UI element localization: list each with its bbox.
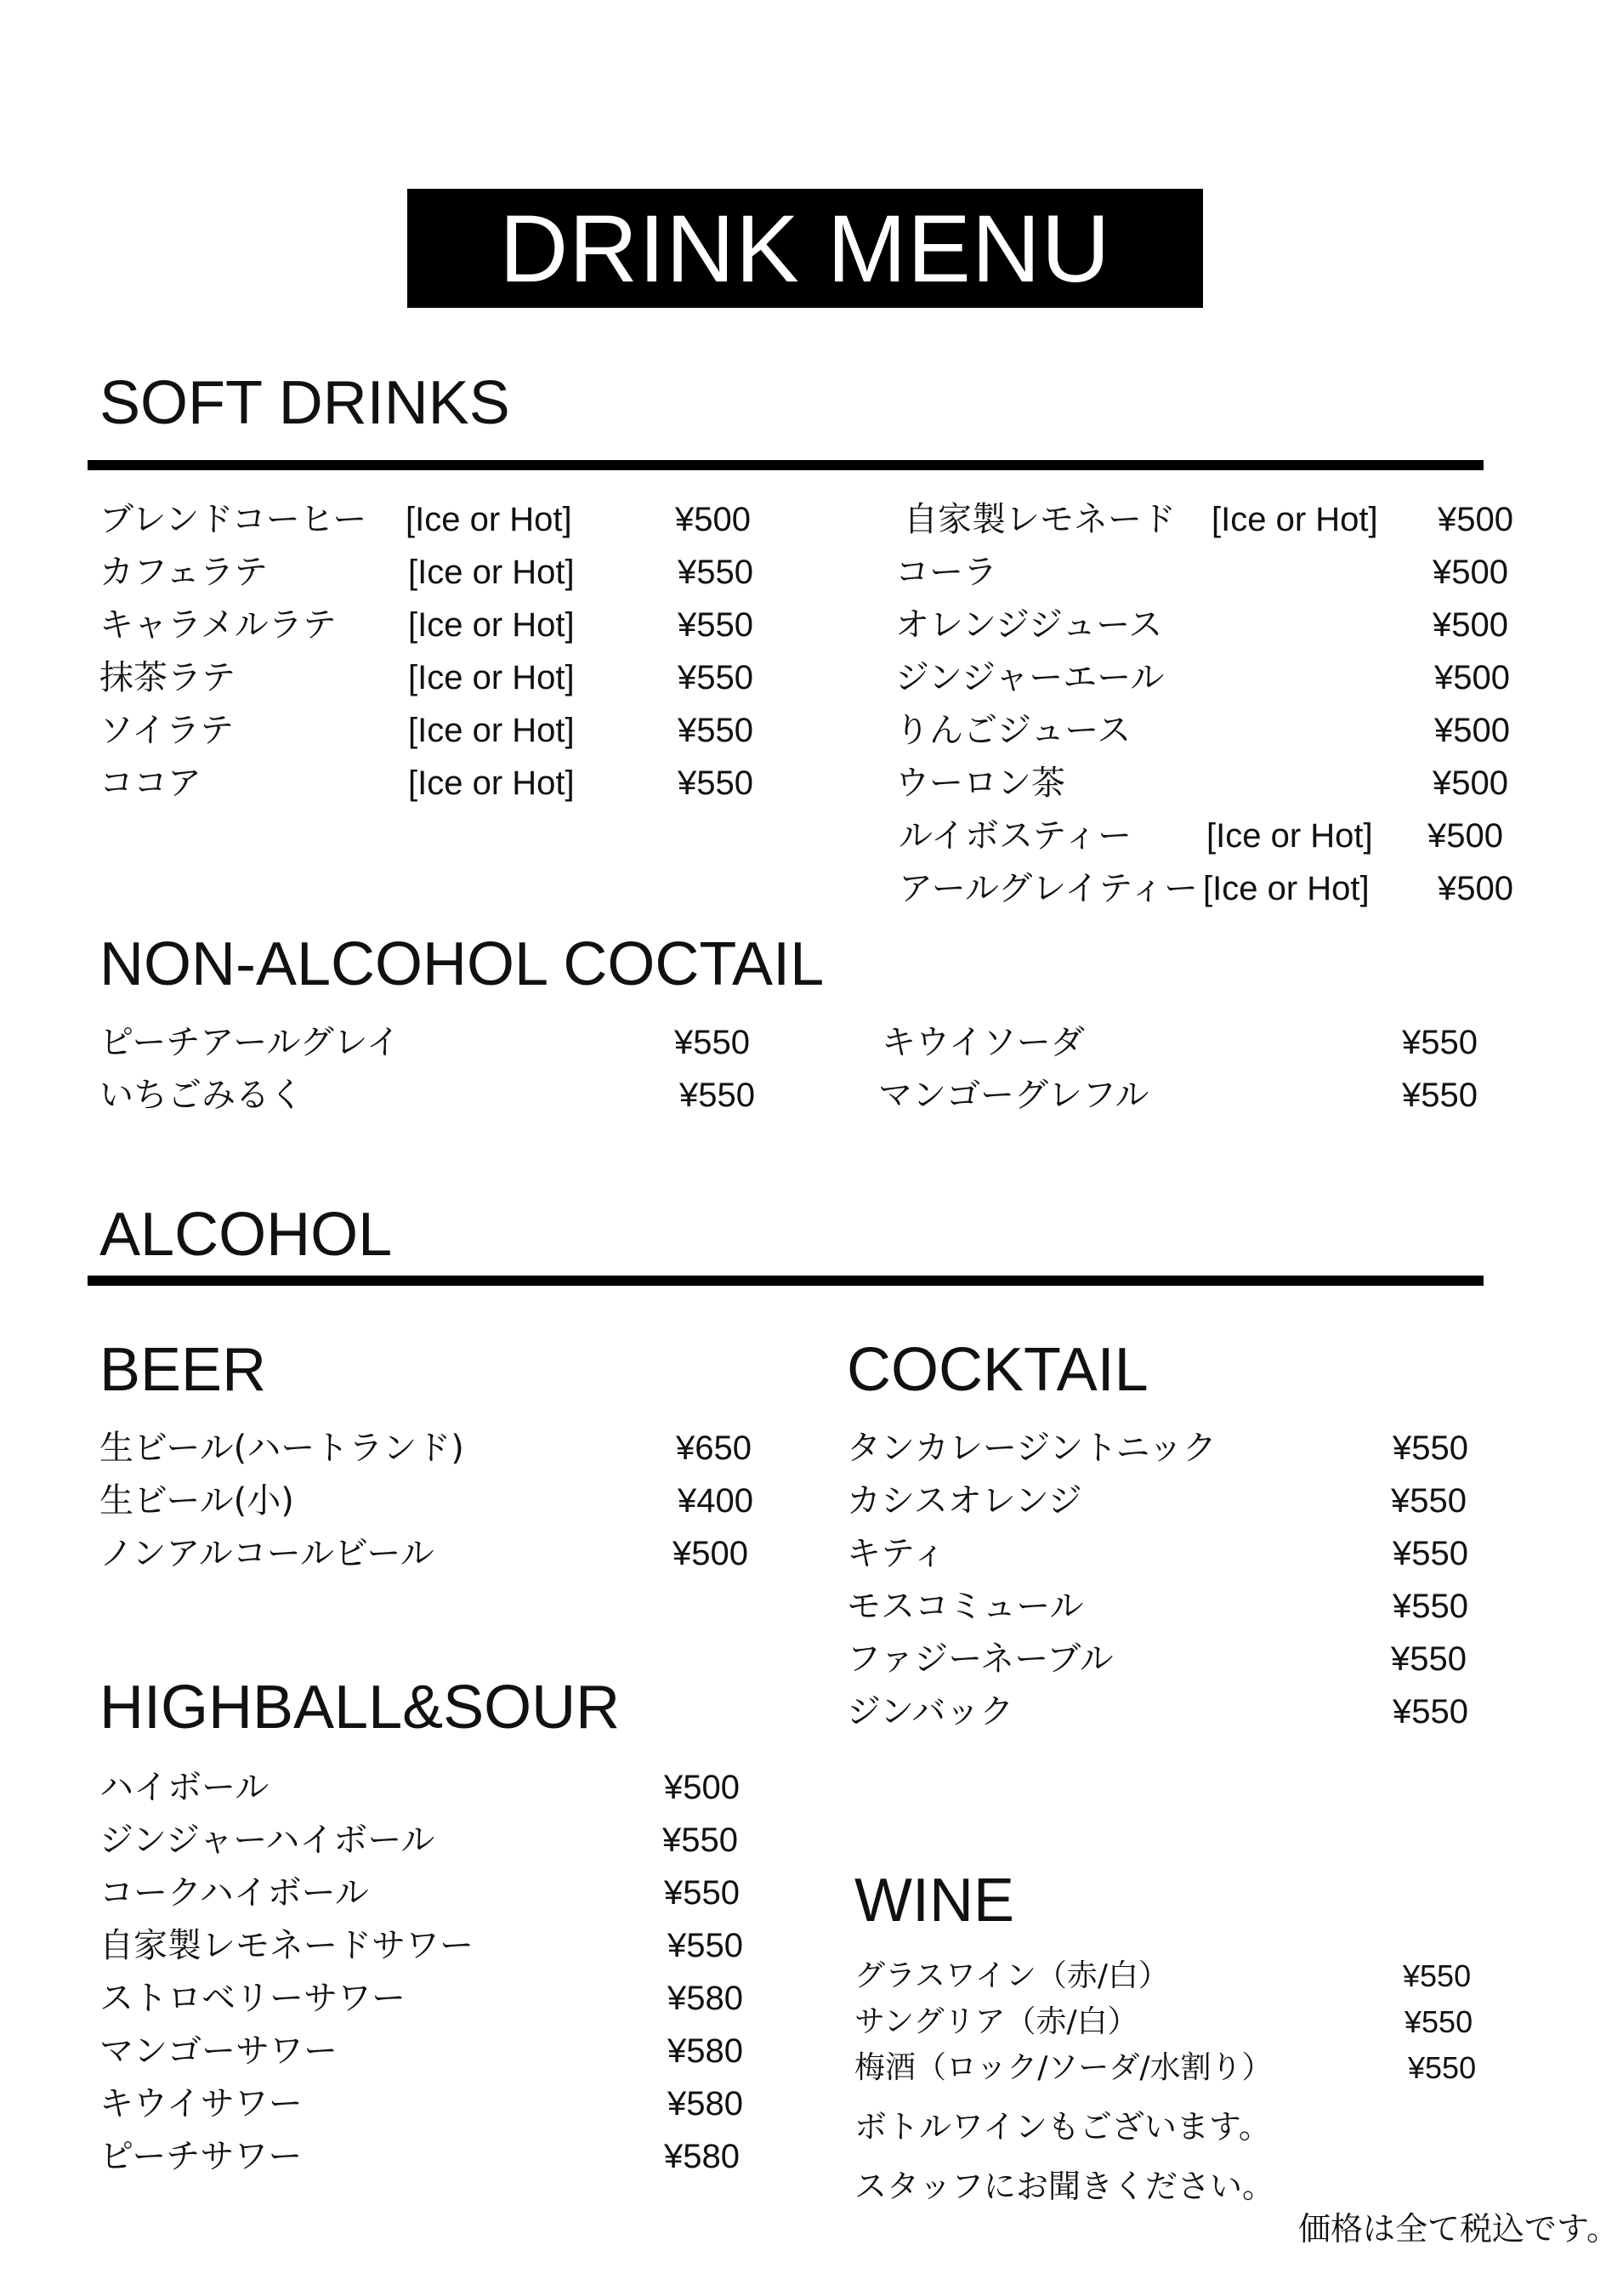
item-price: ¥550 xyxy=(664,1874,740,1912)
highball-sour-heading: HIGHBALL&SOUR xyxy=(99,1674,621,1742)
item-price: ¥550 xyxy=(1393,1429,1468,1467)
item-price: ¥550 xyxy=(1408,2050,1477,2085)
item-name: コーラ xyxy=(895,553,997,592)
item-price: ¥550 xyxy=(678,764,753,802)
item-price: ¥550 xyxy=(1393,1588,1468,1625)
item-name: コークハイボール xyxy=(99,1873,369,1912)
item-price: ¥580 xyxy=(667,2032,743,2070)
item-name: マンゴーグレフル xyxy=(878,1076,1149,1115)
item-name: 自家製レモネードサワー xyxy=(99,1926,474,1965)
item-name: 梅酒（ロック/ソーダ/水割り） xyxy=(854,2050,1273,2085)
item-price: ¥500 xyxy=(1438,501,1513,538)
item-name: ストロベリーサワー xyxy=(99,1979,406,2018)
item-name: カフェラテ xyxy=(99,553,268,592)
item-price: ¥400 xyxy=(678,1482,753,1520)
item-price: ¥500 xyxy=(1433,764,1508,802)
item-name: タンカレージントニック xyxy=(847,1429,1217,1468)
item-name: ファジーネーブル xyxy=(847,1640,1114,1679)
item-price: ¥550 xyxy=(674,1024,750,1061)
item-name: ノンアルコールビール xyxy=(99,1534,434,1573)
item-option: [Ice or Hot] xyxy=(408,554,575,591)
item-name: ジンジャーエール xyxy=(895,658,1165,697)
item-price: ¥550 xyxy=(1391,1482,1467,1520)
item-option: [Ice or Hot] xyxy=(1212,501,1378,538)
item-name: キャラメルラテ xyxy=(99,605,337,645)
item-name: 生ビール(小) xyxy=(99,1481,294,1520)
wine-heading: WINE xyxy=(854,1867,1014,1935)
item-option: [Ice or Hot] xyxy=(406,501,572,538)
item-option: [Ice or Hot] xyxy=(408,764,575,802)
item-name: マンゴーサワー xyxy=(99,2032,338,2071)
item-price: ¥550 xyxy=(1393,1535,1468,1572)
item-name: キウイソーダ xyxy=(882,1023,1085,1062)
item-name: カシスオレンジ xyxy=(847,1481,1082,1520)
item-price: ¥500 xyxy=(672,1535,748,1572)
item-name: グラスワイン（赤/白） xyxy=(854,1958,1169,1993)
soft-drinks-divider xyxy=(88,460,1484,470)
item-option: [Ice or Hot] xyxy=(408,606,575,644)
item-price: ¥550 xyxy=(678,712,753,749)
item-name: ルイボスティー xyxy=(899,816,1132,855)
item-price: ¥550 xyxy=(678,554,753,591)
item-price: ¥500 xyxy=(1434,712,1510,749)
item-option: [Ice or Hot] xyxy=(1203,870,1370,907)
item-name: サングリア（赤/白） xyxy=(854,2004,1138,2039)
item-name: キウイサワー xyxy=(99,2084,303,2123)
item-name: ジンバック xyxy=(847,1692,1014,1731)
item-price: ¥550 xyxy=(1393,1693,1468,1731)
item-name: 自家製レモネード xyxy=(904,500,1176,539)
item-price: ¥650 xyxy=(676,1429,752,1467)
item-name: ココア xyxy=(99,764,201,803)
item-option: [Ice or Hot] xyxy=(408,712,575,749)
item-name: ピーチサワー xyxy=(99,2137,303,2176)
item-price: ¥550 xyxy=(1403,1958,1472,1993)
tax-included-note: 価格は全て税込です。 xyxy=(1298,2210,1619,2248)
item-name: りんごジュース xyxy=(895,711,1132,750)
item-price: ¥550 xyxy=(1402,1077,1478,1114)
item-name: ハイボール xyxy=(99,1768,270,1807)
item-name: ピーチアールグレイ xyxy=(99,1023,400,1062)
beer-heading: BEER xyxy=(99,1336,267,1404)
menu-title-text: DRINK MENU xyxy=(499,195,1111,302)
wine-staff-note: スタッフにお聞きください。 xyxy=(854,2168,1275,2205)
item-name: アールグレイティー xyxy=(899,869,1198,908)
item-price: ¥550 xyxy=(679,1077,755,1114)
soft-drinks-heading: SOFT DRINKS xyxy=(99,369,510,437)
item-name: ウーロン茶 xyxy=(895,764,1065,803)
alcohol-divider xyxy=(88,1276,1484,1286)
item-price: ¥500 xyxy=(675,501,751,538)
item-price: ¥550 xyxy=(662,1821,738,1859)
item-option: [Ice or Hot] xyxy=(1206,817,1373,855)
item-name: 抹茶ラテ xyxy=(99,658,236,697)
menu-title xyxy=(407,189,1203,308)
item-price: ¥580 xyxy=(664,2138,740,2175)
item-name: キティ xyxy=(847,1534,946,1573)
item-price: ¥580 xyxy=(667,1980,743,2017)
cocktail-heading: COCKTAIL xyxy=(847,1336,1149,1404)
wine-bottle-note: ボトルワインもございます。 xyxy=(854,2108,1271,2145)
item-price: ¥550 xyxy=(1402,1024,1478,1061)
item-name: ソイラテ xyxy=(99,711,234,750)
item-name: ジンジャーハイボール xyxy=(99,1821,435,1860)
item-price: ¥500 xyxy=(1427,817,1503,855)
item-price: ¥550 xyxy=(678,659,753,696)
item-name: 生ビール(ハートランド) xyxy=(99,1429,464,1468)
item-option: [Ice or Hot] xyxy=(408,659,575,696)
item-price: ¥500 xyxy=(1438,870,1513,907)
item-price: ¥500 xyxy=(1433,554,1508,591)
non-alcohol-heading: NON-ALCOHOL COCTAIL xyxy=(99,930,825,998)
item-price: ¥580 xyxy=(667,2085,743,2123)
item-price: ¥500 xyxy=(1434,659,1510,696)
item-price: ¥500 xyxy=(1433,606,1508,644)
item-price: ¥550 xyxy=(1405,2004,1473,2039)
item-price: ¥550 xyxy=(678,606,753,644)
item-name: ブレンドコーヒー xyxy=(99,500,367,539)
item-name: モスコミュール xyxy=(847,1587,1084,1626)
item-name: オレンジジュース xyxy=(895,605,1163,645)
item-price: ¥500 xyxy=(664,1769,740,1806)
alcohol-heading: ALCOHOL xyxy=(99,1201,393,1269)
item-price: ¥550 xyxy=(667,1927,743,1964)
item-name: いちごみるく xyxy=(99,1076,304,1115)
item-price: ¥550 xyxy=(1391,1640,1467,1678)
